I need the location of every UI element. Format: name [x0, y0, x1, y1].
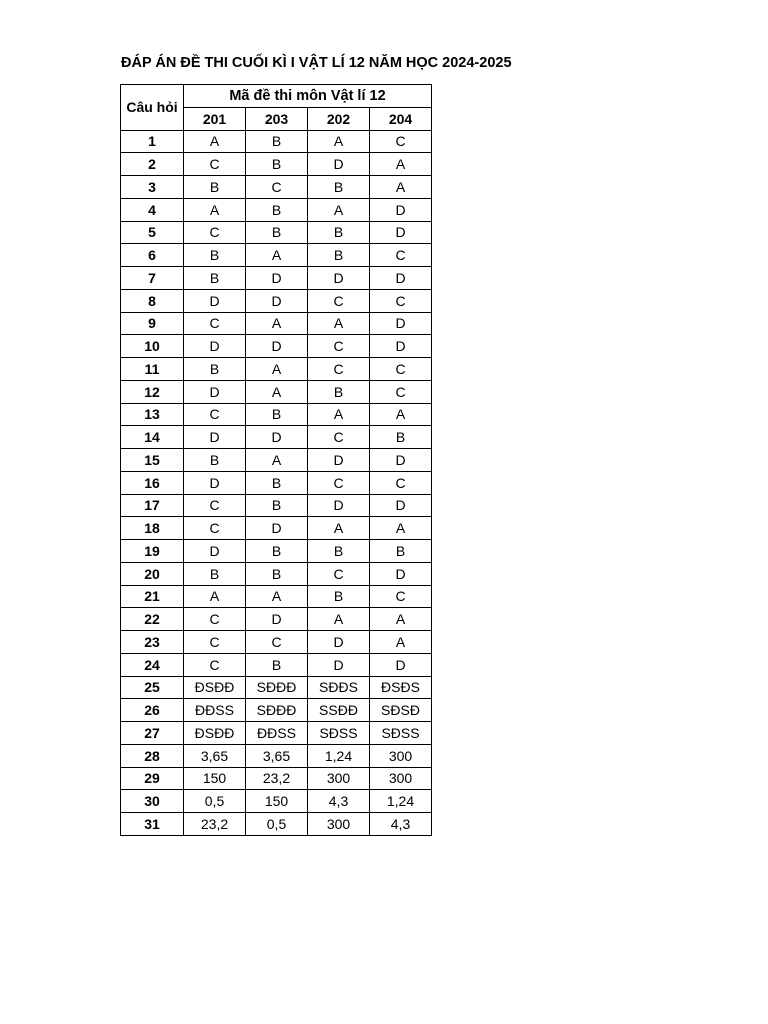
answer-cell: B — [370, 426, 432, 449]
answer-cell: D — [370, 494, 432, 517]
answer-cell: B — [184, 562, 246, 585]
answer-cell: 150 — [246, 790, 308, 813]
answer-cell: A — [184, 585, 246, 608]
answer-cell: A — [308, 130, 370, 153]
answer-cell: A — [370, 176, 432, 199]
answer-cell: C — [370, 380, 432, 403]
answer-cell: B — [246, 540, 308, 563]
answer-cell: 1,24 — [308, 744, 370, 767]
answer-cell: D — [370, 221, 432, 244]
answer-cell: 23,2 — [184, 813, 246, 836]
answer-cell: C — [308, 562, 370, 585]
question-number: 7 — [121, 267, 184, 290]
table-row — [121, 540, 432, 563]
table-row — [121, 403, 432, 426]
answer-cell: B — [370, 540, 432, 563]
answer-cell: SĐĐĐ — [246, 676, 308, 699]
question-number: 8 — [121, 289, 184, 312]
answer-cell: C — [184, 153, 246, 176]
answer-cell: C — [370, 585, 432, 608]
question-number: 29 — [121, 767, 184, 790]
answer-cell: 3,65 — [246, 744, 308, 767]
answer-cell: A — [184, 130, 246, 153]
answer-cell: C — [370, 471, 432, 494]
question-number: 5 — [121, 221, 184, 244]
question-number: 23 — [121, 631, 184, 654]
answer-cell: D — [184, 426, 246, 449]
answer-cell: 4,3 — [370, 813, 432, 836]
answer-cell: C — [246, 631, 308, 654]
answer-cell: D — [246, 608, 308, 631]
answer-cell: C — [308, 358, 370, 381]
table-row — [121, 380, 432, 403]
answer-cell: D — [370, 267, 432, 290]
answer-cell: 3,65 — [184, 744, 246, 767]
answer-cell: D — [370, 312, 432, 335]
answer-cell: ĐĐSS — [246, 722, 308, 745]
answer-cell: B — [308, 176, 370, 199]
header-row-group — [121, 85, 432, 108]
exam-code-header: 201 — [184, 107, 246, 130]
answer-cell: D — [370, 335, 432, 358]
answer-cell: ĐSĐS — [370, 676, 432, 699]
answer-cell: D — [246, 289, 308, 312]
answer-cell: B — [246, 471, 308, 494]
answer-cell: C — [184, 631, 246, 654]
answer-cell: A — [246, 585, 308, 608]
table-row — [121, 631, 432, 654]
question-number: 13 — [121, 403, 184, 426]
question-number: 24 — [121, 653, 184, 676]
table-row — [121, 312, 432, 335]
exam-code-header: 203 — [246, 107, 308, 130]
answer-cell: D — [246, 426, 308, 449]
answer-cell: C — [184, 608, 246, 631]
answer-cell: B — [246, 562, 308, 585]
answer-cell: B — [246, 653, 308, 676]
answer-cell: C — [308, 471, 370, 494]
table-row — [121, 289, 432, 312]
table-row — [121, 744, 432, 767]
answer-cell: 23,2 — [246, 767, 308, 790]
answer-cell: D — [184, 540, 246, 563]
answer-cell: D — [184, 289, 246, 312]
question-number: 15 — [121, 449, 184, 472]
answer-cell: C — [308, 426, 370, 449]
document-title: ĐÁP ÁN ĐỀ THI CUỐI KÌ I VẬT LÍ 12 NĂM HỌC 2024-2025 — [121, 55, 512, 71]
question-number: 21 — [121, 585, 184, 608]
answer-cell: D — [370, 449, 432, 472]
question-number: 20 — [121, 562, 184, 585]
answer-cell: A — [184, 198, 246, 221]
answer-cell: 0,5 — [184, 790, 246, 813]
answer-cell: 300 — [370, 767, 432, 790]
answer-cell: 0,5 — [246, 813, 308, 836]
answer-cell: B — [246, 153, 308, 176]
question-column-header: Câu hỏi — [121, 85, 184, 131]
answer-cell: B — [184, 244, 246, 267]
question-number: 4 — [121, 198, 184, 221]
exam-code-group-header: Mã đề thi môn Vật lí 12 — [184, 85, 432, 108]
answer-cell: D — [370, 562, 432, 585]
answer-cell: D — [184, 380, 246, 403]
table-row — [121, 767, 432, 790]
answer-cell: A — [370, 403, 432, 426]
question-number: 16 — [121, 471, 184, 494]
answer-cell: B — [184, 358, 246, 381]
answer-cell: C — [370, 130, 432, 153]
answer-cell: 300 — [370, 744, 432, 767]
answer-cell: B — [246, 403, 308, 426]
answer-cell: A — [246, 312, 308, 335]
answer-cell: ĐSĐĐ — [184, 722, 246, 745]
answer-cell: ĐSĐĐ — [184, 676, 246, 699]
question-number: 25 — [121, 676, 184, 699]
answer-cell: B — [246, 198, 308, 221]
answer-cell: 300 — [308, 767, 370, 790]
answer-cell: SĐSS — [370, 722, 432, 745]
question-number: 27 — [121, 722, 184, 745]
table-row — [121, 153, 432, 176]
answer-cell: D — [370, 653, 432, 676]
table-row — [121, 722, 432, 745]
answer-cell: A — [246, 244, 308, 267]
question-number: 28 — [121, 744, 184, 767]
table-row — [121, 790, 432, 813]
answer-cell: A — [308, 403, 370, 426]
table-row — [121, 471, 432, 494]
table-row — [121, 676, 432, 699]
answer-cell: C — [246, 176, 308, 199]
answer-key-body — [121, 130, 432, 835]
answer-cell: D — [308, 153, 370, 176]
answer-cell: 1,24 — [370, 790, 432, 813]
question-number: 14 — [121, 426, 184, 449]
answer-cell: C — [308, 289, 370, 312]
answer-cell: 300 — [308, 813, 370, 836]
question-number: 9 — [121, 312, 184, 335]
answer-cell: D — [308, 449, 370, 472]
table-row — [121, 426, 432, 449]
answer-cell: 150 — [184, 767, 246, 790]
answer-cell: B — [308, 244, 370, 267]
answer-cell: SĐĐS — [308, 676, 370, 699]
answer-cell: B — [246, 494, 308, 517]
question-number: 11 — [121, 358, 184, 381]
answer-cell: ĐĐSS — [184, 699, 246, 722]
table-row — [121, 267, 432, 290]
exam-code-header: 202 — [308, 107, 370, 130]
answer-cell: C — [184, 221, 246, 244]
answer-cell: 4,3 — [308, 790, 370, 813]
answer-cell: SĐĐĐ — [246, 699, 308, 722]
table-row — [121, 813, 432, 836]
answer-cell: A — [370, 608, 432, 631]
answer-cell: C — [184, 494, 246, 517]
question-number: 2 — [121, 153, 184, 176]
answer-cell: B — [184, 267, 246, 290]
answer-key-header — [121, 85, 432, 131]
answer-cell: C — [184, 517, 246, 540]
answer-cell: SSĐĐ — [308, 699, 370, 722]
answer-cell: B — [246, 221, 308, 244]
answer-cell: A — [370, 153, 432, 176]
answer-cell: C — [184, 312, 246, 335]
table-row — [121, 517, 432, 540]
answer-cell: D — [246, 335, 308, 358]
question-number: 17 — [121, 494, 184, 517]
question-number: 31 — [121, 813, 184, 836]
answer-cell: D — [246, 517, 308, 540]
answer-cell: D — [308, 494, 370, 517]
answer-cell: D — [308, 653, 370, 676]
answer-cell: B — [184, 449, 246, 472]
exam-code-header: 204 — [370, 107, 432, 130]
answer-cell: B — [308, 221, 370, 244]
answer-cell: A — [246, 358, 308, 381]
answer-cell: B — [308, 540, 370, 563]
table-row — [121, 653, 432, 676]
question-number: 18 — [121, 517, 184, 540]
question-number: 19 — [121, 540, 184, 563]
table-row — [121, 244, 432, 267]
answer-cell: B — [308, 585, 370, 608]
table-row — [121, 494, 432, 517]
answer-cell: D — [184, 335, 246, 358]
answer-cell: A — [308, 608, 370, 631]
question-number: 30 — [121, 790, 184, 813]
question-number: 6 — [121, 244, 184, 267]
table-row — [121, 585, 432, 608]
table-row — [121, 699, 432, 722]
answer-cell: SĐSĐ — [370, 699, 432, 722]
answer-cell: D — [308, 267, 370, 290]
question-number: 22 — [121, 608, 184, 631]
table-row — [121, 130, 432, 153]
question-number: 3 — [121, 176, 184, 199]
answer-cell: C — [370, 289, 432, 312]
answer-cell: C — [370, 244, 432, 267]
answer-key-table — [120, 84, 432, 836]
answer-cell: C — [184, 653, 246, 676]
answer-cell: A — [370, 517, 432, 540]
answer-cell: A — [308, 312, 370, 335]
table-row — [121, 176, 432, 199]
answer-cell: SĐSS — [308, 722, 370, 745]
table-row — [121, 198, 432, 221]
answer-cell: D — [246, 267, 308, 290]
table-row — [121, 449, 432, 472]
answer-cell: C — [308, 335, 370, 358]
answer-cell: B — [246, 130, 308, 153]
question-number: 1 — [121, 130, 184, 153]
answer-cell: A — [308, 198, 370, 221]
answer-cell: A — [308, 517, 370, 540]
answer-cell: B — [308, 380, 370, 403]
question-number: 26 — [121, 699, 184, 722]
question-number: 10 — [121, 335, 184, 358]
answer-cell: A — [370, 631, 432, 654]
answer-cell: D — [308, 631, 370, 654]
answer-cell: A — [246, 449, 308, 472]
table-row — [121, 335, 432, 358]
answer-cell: D — [184, 471, 246, 494]
table-row — [121, 221, 432, 244]
table-row — [121, 608, 432, 631]
answer-cell: C — [370, 358, 432, 381]
answer-cell: D — [370, 198, 432, 221]
table-row — [121, 562, 432, 585]
question-number: 12 — [121, 380, 184, 403]
answer-cell: A — [246, 380, 308, 403]
table-row — [121, 358, 432, 381]
answer-cell: C — [184, 403, 246, 426]
answer-cell: B — [184, 176, 246, 199]
